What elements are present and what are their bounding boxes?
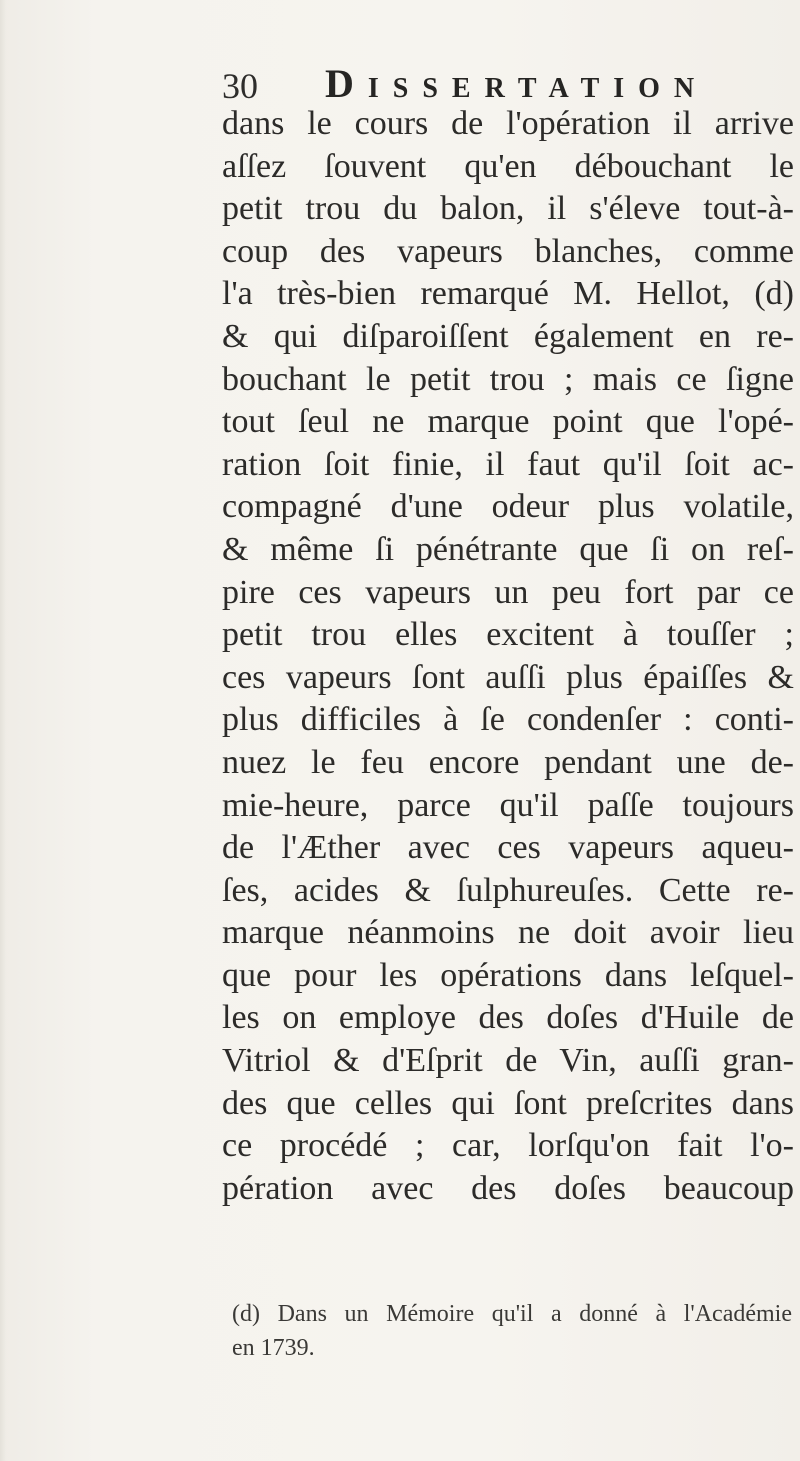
text-line: de l'Æther avec ces vapeurs aqueu-	[222, 829, 794, 867]
page-number: 30	[222, 66, 258, 106]
text-line: & même ſi pénétrante que ſi on reſ-	[222, 530, 794, 568]
text-line: petit trou du balon, il s'éleve tout-à-	[222, 190, 794, 228]
body-text	[222, 103, 794, 1210]
text-line: ſes, acides & ſulphureuſes. Cette re-	[222, 871, 794, 909]
page-edge-shadow	[0, 0, 6, 1461]
text-line: plus difficiles à ſe condenſer : conti-	[222, 701, 794, 739]
text-line: tout ſeul ne marque point que l'opé-	[222, 403, 794, 441]
text-line: les on employe des doſes d'Huile de	[222, 999, 794, 1037]
text-line: pération avec des doſes beaucoup	[222, 1169, 794, 1207]
text-line: ration ſoit finie, il faut qu'il ſoit ac-	[222, 445, 794, 483]
text-line: l'a très-bien remarqué M. Hellot, (d)	[222, 275, 794, 313]
text-line: bouchant le petit trou ; mais ce ſigne	[222, 360, 794, 398]
text-line: ces vapeurs ſont auſſi plus épaiſſes &	[222, 658, 794, 696]
text-line: mie-heure, parce qu'il paſſe toujours	[222, 786, 794, 824]
text-line: nuez le feu encore pendant une de-	[222, 743, 794, 781]
text-line: coup des vapeurs blanches, comme	[222, 232, 794, 270]
text-line: que pour les opérations dans leſquel-	[222, 956, 794, 994]
text-line: compagné d'une odeur plus volatile,	[222, 488, 794, 526]
text-line: dans le cours de l'opération il arrive	[222, 105, 794, 142]
text-line: marque néanmoins ne doit avoir lieu	[222, 914, 794, 952]
text-line: pire ces vapeurs un peu fort par ce	[222, 573, 794, 611]
text-line: petit trou elles excitent à touſſer ;	[222, 616, 794, 654]
footnote-line: en 1739.	[232, 1335, 315, 1361]
text-line: & qui diſparoiſſent également en re-	[222, 317, 794, 355]
footnote	[232, 1297, 792, 1365]
footnote-line: (d) Dans un Mémoire qu'il a donné à l'Académie	[232, 1301, 792, 1327]
text-line: ce procédé ; car, lorſqu'on fait l'o-	[222, 1127, 794, 1165]
text-line: Vitriol & d'Eſprit de Vin, auſſi gran-	[222, 1042, 794, 1080]
running-title: Dissertation	[325, 61, 709, 106]
text-line: aſſez ſouvent qu'en débouchant le	[222, 147, 794, 185]
text-line: des que celles qui ſont preſcrites dans	[222, 1084, 794, 1122]
